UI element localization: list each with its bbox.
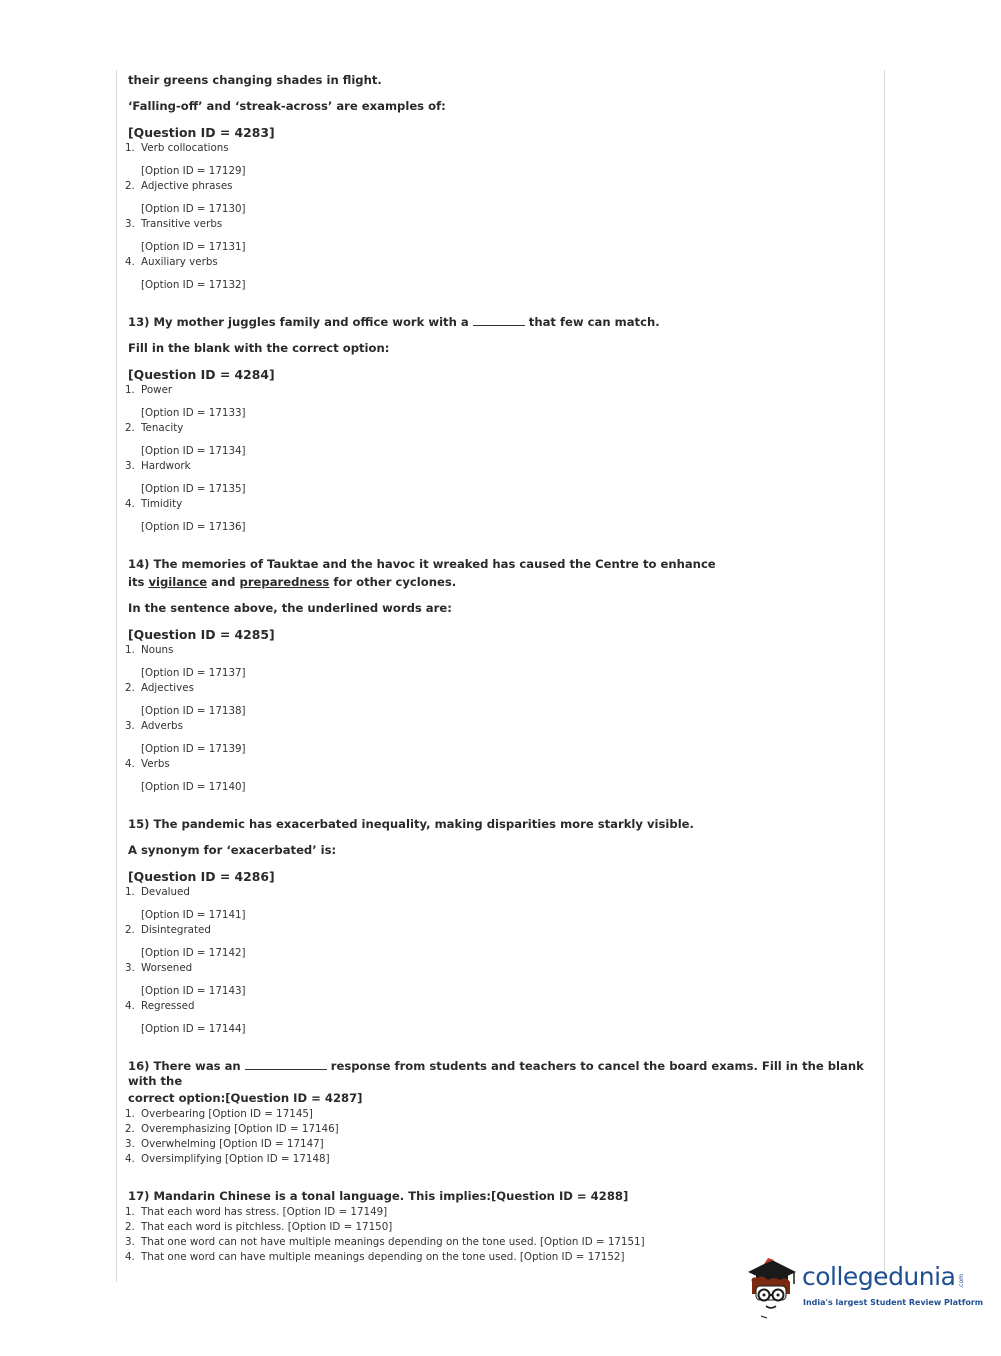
option-id: [Option ID = 17136]	[141, 521, 246, 533]
option-text: Worsened	[141, 962, 193, 974]
question-text-line2: its vigilance and preparedness for other cyclones.	[128, 575, 457, 589]
option-text: Regressed	[141, 1000, 195, 1012]
option-item: 1. Power	[125, 384, 173, 396]
option-id: [Option ID = 17135]	[141, 483, 246, 495]
option-id: [Option ID = 17141]	[141, 909, 246, 921]
option-id: [Option ID = 17139]	[141, 743, 246, 755]
question-13	[125, 315, 873, 535]
option-text: Verb collocations	[141, 142, 229, 154]
option-item: 1. Nouns	[125, 644, 174, 656]
option-id: [Option ID = 17143]	[141, 985, 246, 997]
fill-blank	[473, 315, 525, 326]
brand-logo-suffix: .com	[958, 1274, 965, 1289]
option-id: [Option ID = 17144]	[141, 1023, 246, 1035]
question-content	[125, 73, 873, 1265]
option-id: [Option ID = 17142]	[141, 947, 246, 959]
option-item: 1. Verb collocations	[125, 142, 229, 154]
option-item: 3. Transitive verbs	[125, 218, 223, 230]
option-text: Adverbs	[141, 720, 183, 732]
underlined-word: vigilance	[148, 575, 208, 589]
option-text: Tenacity	[141, 422, 184, 434]
question-16	[125, 1059, 873, 1167]
question-instruction: In the sentence above, the underlined words are:	[128, 601, 452, 615]
brand-tagline: India's largest Student Review Platform	[803, 1298, 984, 1307]
option-id: [Option ID = 17134]	[141, 445, 246, 457]
question-text: 14) The memories of Tauktae and the havoc it wreaked has caused the Centre to enhance	[128, 557, 716, 571]
option-text: Devalued	[141, 886, 190, 898]
option-id: [Option ID = 17133]	[141, 407, 246, 419]
option-item: 4. That one word can have multiple meanings depending on the tone used. [Option ID = 17152]	[125, 1251, 625, 1263]
question-id: [Question ID = 4286]	[128, 869, 275, 884]
option-item: 2. Tenacity	[125, 422, 184, 434]
option-item: 1. Devalued	[125, 886, 190, 898]
question-text: 13) My mother juggles family and office work with a that few can match.	[128, 315, 660, 329]
question-15	[125, 817, 873, 1037]
question-instruction: A synonym for ‘exacerbated’ is:	[128, 843, 337, 857]
fill-blank	[245, 1059, 327, 1070]
option-item: 4. Oversimplifying [Option ID = 17148]	[125, 1153, 330, 1165]
option-id: [Option ID = 17132]	[141, 279, 246, 291]
option-text: Disintegrated	[141, 924, 211, 936]
option-text: That each word is pitchless. [Option ID = 17150]	[141, 1221, 393, 1233]
option-item: 2. Overemphasizing [Option ID = 17146]	[125, 1123, 339, 1135]
option-text: Verbs	[141, 758, 170, 770]
question-text-line2: correct option:[Question ID = 4287]	[128, 1091, 363, 1105]
option-text: That one word can not have multiple meanings depending on the tone used. [Option ID = 17151]	[141, 1236, 645, 1248]
option-text: Oversimplifying [Option ID = 17148]	[141, 1153, 330, 1165]
option-text: Adjective phrases	[141, 180, 233, 192]
option-item: 3. Hardwork	[125, 460, 191, 472]
option-id: [Option ID = 17137]	[141, 667, 246, 679]
option-item: 3. Worsened	[125, 962, 193, 974]
option-text: Nouns	[141, 644, 174, 656]
option-item: 2. Adjectives	[125, 682, 194, 694]
passage-tail: their greens changing shades in flight.	[128, 73, 382, 87]
option-id: [Option ID = 17130]	[141, 203, 246, 215]
option-text: Overbearing [Option ID = 17145]	[141, 1108, 313, 1120]
left-margin-rule	[116, 70, 117, 1282]
underlined-word: preparedness	[239, 575, 330, 589]
question-id: [Question ID = 4284]	[128, 367, 275, 382]
option-text: Power	[141, 384, 173, 396]
option-text: Overemphasizing [Option ID = 17146]	[141, 1123, 339, 1135]
option-item: 2. Disintegrated	[125, 924, 211, 936]
option-text: Hardwork	[141, 460, 191, 472]
option-id: [Option ID = 17138]	[141, 705, 246, 717]
option-text: Timidity	[141, 498, 183, 510]
option-id: [Option ID = 17140]	[141, 781, 246, 793]
option-item: 3. Adverbs	[125, 720, 183, 732]
option-item: 2. That each word is pitchless. [Option ID = 17150]	[125, 1221, 393, 1233]
option-text: Adjectives	[141, 682, 194, 694]
option-item: 4. Verbs	[125, 758, 170, 770]
question-text: 17) Mandarin Chinese is a tonal language. This implies:[Question ID = 4288]	[128, 1189, 629, 1203]
option-text: Auxiliary verbs	[141, 256, 218, 268]
option-text: Transitive verbs	[141, 218, 223, 230]
option-item: 4. Regressed	[125, 1000, 195, 1012]
option-item: 1. Overbearing [Option ID = 17145]	[125, 1108, 313, 1120]
option-text: That one word can have multiple meanings depending on the tone used. [Option ID = 17152]	[141, 1251, 625, 1263]
option-id: [Option ID = 17129]	[141, 165, 246, 177]
option-item: 3. That one word can not have multiple meanings depending on the tone used. [Option ID = 17151]	[125, 1236, 645, 1248]
option-text: That each word has stress. [Option ID = 17149]	[141, 1206, 388, 1218]
option-id: [Option ID = 17131]	[141, 241, 246, 253]
option-item: 4. Auxiliary verbs	[125, 256, 218, 268]
option-item: 4. Timidity	[125, 498, 183, 510]
question-prompt: ‘Falling-off’ and ‘streak-across’ are examples of:	[128, 99, 446, 113]
question-instruction: Fill in the blank with the correct option:	[128, 341, 390, 355]
option-item: 1. That each word has stress. [Option ID = 17149]	[125, 1206, 388, 1218]
brand-logo-text: collegedunia	[802, 1262, 956, 1291]
question-14	[125, 557, 873, 795]
question-12	[125, 73, 873, 293]
option-item: 3. Overwhelming [Option ID = 17147]	[125, 1138, 324, 1150]
right-margin-rule	[884, 70, 885, 1282]
option-text: Overwhelming [Option ID = 17147]	[141, 1138, 324, 1150]
question-text: 15) The pandemic has exacerbated inequality, making disparities more starkly visible.	[128, 817, 694, 831]
question-id: [Question ID = 4283]	[128, 125, 275, 140]
question-text: 16) There was an response from students and teachers to cancel the board exams. Fill in the blank with the	[128, 1059, 864, 1088]
option-item: 2. Adjective phrases	[125, 180, 233, 192]
question-id: [Question ID = 4285]	[128, 627, 275, 642]
